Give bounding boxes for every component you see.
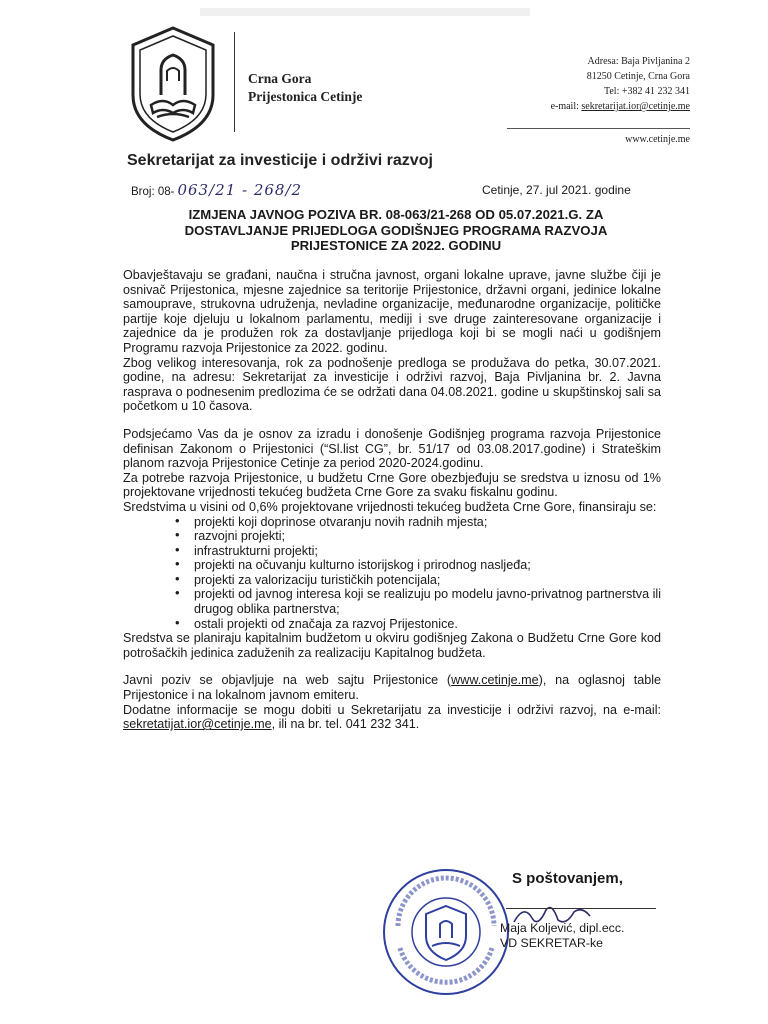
list-item: • projekti koji doprinose otvaranju novih radnih mjesta; xyxy=(175,515,661,530)
bleed-through-shadow xyxy=(200,4,530,20)
paragraph-deadline: Zbog velikog interesovanja, rok za podnošenje predloga se produžava do petka, 30.07.2021. godine, na adresu: Sekretarijat za investicije i održivi razvoj, Baja Pivljanina br. 2. Javna rasprava o podnesenim predlozima će se održati dana 04.08.2021. godine u skupštinskoj sali sa početkom u 10 časova. xyxy=(123,355,661,414)
address-city: 81250 Cetinje, Crna Gora xyxy=(586,71,690,82)
paragraph-capital-budget: Sredstva se planiraju kapitalnim budžetom u okviru godišnjeg Zakona o Budžetu Crne Gore kod potrošačkih jedinica zaduženih za realizaciju Kapitalnog budžeta. xyxy=(123,631,661,660)
header-rule xyxy=(507,128,690,129)
email-label: e-mail: xyxy=(550,101,582,112)
paragraph-budget: Za potrebe razvoja Prijestonice, u budžetu Crne Gore obezbjeđuju se sredstva u iznosu od 1% projektovane vrijednosti tekućeg budžeta Crne Gore za svaku fiskalnu godinu. xyxy=(123,470,661,500)
org-city: Prijestonica Cetinje xyxy=(248,89,363,104)
list-item: • projekti od javnog interesa koji se realizuju po modelu javno-privatnog partnerstva ili drugog oblika partnerstva; xyxy=(175,587,661,616)
list-item: • razvojni projekti; xyxy=(175,529,661,544)
list-item: • ostali projekti od značaja za razvoj Prijestonice. xyxy=(175,617,661,632)
department-title: Sekretarijat za investicije i održivi razvoj xyxy=(127,152,433,169)
signatory-block xyxy=(500,921,624,951)
website-link-inline[interactable]: www.cetinje.me xyxy=(451,673,539,688)
contact-block xyxy=(551,54,690,114)
signatory-title: VD SEKRETAR-ke xyxy=(500,936,603,950)
coat-of-arms-icon xyxy=(127,25,219,143)
heading-line-3: PRIJESTONICE ZA 2022. GODINU xyxy=(290,238,502,253)
email-link-inline[interactable]: sekretatijat.ior@cetinje.me xyxy=(123,717,272,732)
signatory-name: Maja Koljević, dipl.ecc. xyxy=(500,921,625,935)
document-date: Cetinje, 27. jul 2021. godine xyxy=(482,183,631,197)
paragraph-contact xyxy=(123,703,661,732)
website-link[interactable]: www.cetinje.me xyxy=(625,134,690,145)
organization-name xyxy=(248,70,362,106)
paragraph-publication xyxy=(123,673,661,702)
address-street: Adresa: Baja Pivljanina 2 xyxy=(587,56,690,67)
document-body xyxy=(123,268,661,732)
paragraph-legal-basis: Podsjećamo Vas da je osnov za izradu i donošenje Godišnjeg programa razvoja Prijestonice definisan Zakonom o Prijestonici (“Sl.list CG”, br. 51/17 od 03.08.2017.godine) i Strateškim planom razvoja Prijestonice Cetinje za period 2020-2024.godinu. xyxy=(123,426,661,471)
contact-text-end: , ili na br. tel. 041 232 341. xyxy=(271,717,420,732)
org-country: Crna Gora xyxy=(248,71,312,86)
reference-number xyxy=(131,181,302,199)
signature-line xyxy=(506,908,656,909)
heading-line-1: IZMJENA JAVNOG POZIVA BR. 08-063/21-268 OD 05.07.2021.G. ZA xyxy=(188,207,604,222)
list-item: • projekti za valorizaciju turističkih potencijala; xyxy=(175,573,661,588)
reference-label: Broj: 08- xyxy=(131,186,175,198)
closing-salutation: S poštovanjem, xyxy=(512,870,623,887)
publication-text-end: ), na oglasnoj table Prijestonice i na lokalnom javnom emiteru. xyxy=(123,673,662,703)
official-stamp xyxy=(378,866,514,998)
phone-number: Tel: +382 41 232 341 xyxy=(603,86,690,97)
email-link[interactable]: sekretarijat.ior@cetinje.me xyxy=(581,101,690,112)
paragraph-notice: Obavještavaju se građani, naučna i stručna javnost, organi lokalne uprave, javne službe čiji je osnivač Prijestonica, mjesne zajednice sa teritorije Prijestonice, državni organi, jedinice lokalne samouprave, strukovna udruženja, nevladine organizacije, međunarodne organizacije, političke partije koje djeluju u lokalnom parlamentu, mediji i sve druge zainteresovane organizacije i zajednice da je produžen rok za dostavljanje prijedloga koji bi se mogli naći u godišnjem Programu razvoja Prijestonice za 2022. godinu. xyxy=(123,268,661,355)
publication-text: Javni poziv se objavljuje na web sajtu Prijestonice ( xyxy=(123,673,452,688)
letterhead-divider xyxy=(234,32,235,132)
funded-projects-list xyxy=(123,515,661,632)
list-item: • projekti na očuvanju kulturno istorijskog i prirodnog nasljeđa; xyxy=(175,558,661,573)
list-item: • infrastrukturni projekti; xyxy=(175,544,661,559)
email-line xyxy=(551,99,690,114)
handwritten-reference: 063/21 - 268/2 xyxy=(177,181,303,199)
heading-line-2: DOSTAVLJANJE PRIJEDLOGA GODIŠNJEG PROGRAMA RAZVOJA xyxy=(184,222,608,238)
paragraph-funding: Sredstvima u visini od 0,6% projektovane vrijednosti tekućeg budžeta Crne Gore, finansiraju se: xyxy=(123,499,657,514)
contact-text: Dodatne informacije se mogu dobiti u Sekretarijatu za investicije i održivi razvoj, na e-mail: xyxy=(123,702,661,717)
document-heading xyxy=(146,207,646,254)
